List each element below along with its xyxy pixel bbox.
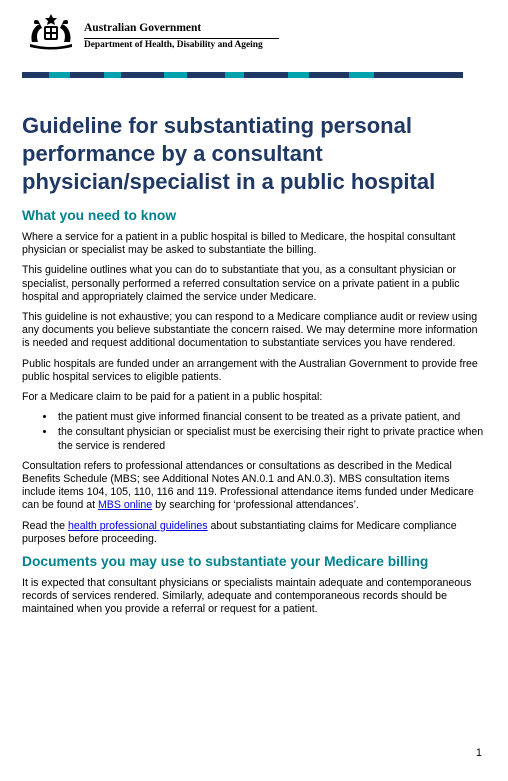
stripe-segment [49, 72, 70, 78]
stripe-segment [70, 72, 104, 78]
stripe-segment [121, 72, 163, 78]
header-stripe [22, 72, 463, 78]
health-professional-guidelines-link[interactable]: health professional guidelines [67, 519, 208, 532]
stripe-segment [104, 72, 121, 78]
stripe-segment [309, 72, 349, 78]
list-item: • the patient must give informed financial consent to be treated as a private patient, and [56, 411, 484, 424]
stripe-segment [374, 72, 463, 78]
section-heading-what-you-need-to-know: What you need to know [22, 208, 177, 223]
consultation-text-end: by searching for ‘professional attendances’. [152, 499, 359, 512]
paragraph-intro: Where a service for a patient in a public hospital is billed to Medicare, the hospital consultant physician or specialist may be asked to substantiate the billing. [22, 231, 456, 257]
mbs-online-link[interactable]: MBS online [97, 499, 153, 512]
stripe-segment [22, 72, 49, 78]
stripe-segment [225, 72, 244, 78]
header-rule [84, 38, 279, 39]
paragraph-consultation-definition [22, 460, 484, 513]
conditions-list [22, 411, 484, 453]
list-item: • the consultant physician or specialist must be exercising their right to private practice when the service is rendered [56, 426, 484, 452]
page-number: 1 [476, 747, 482, 759]
government-name: Australian Government [84, 22, 202, 34]
page-title: Guideline for substantiating personal performance by a consultant physician/specialist in a public hospital [22, 113, 436, 194]
paragraph-public-hospital-funding: Public hospitals are funded under an arrangement with the Australian Government to provide free public hospital services to eligible patients. [22, 357, 478, 383]
paragraph-read-guidelines [22, 520, 484, 546]
document-body [22, 207, 484, 624]
department-name: Department of Health, Disability and Ageing [84, 40, 263, 50]
paragraph-claim-conditions: For a Medicare claim to be paid for a patient in a public hospital: [22, 391, 323, 404]
stripe-segment [187, 72, 225, 78]
stripe-segment [164, 72, 187, 78]
paragraph-guideline-outline: This guideline outlines what you can do to substantiate that you, as a consultant physician or specialist, personally performed a referred consultation service on a private patient in a public hospital and appropriately claimed the service under Medicare. [22, 264, 460, 303]
coat-of-arms-logo [24, 12, 78, 52]
section-heading-documents: Documents you may use to substantiate your Medicare billing [22, 554, 429, 570]
stripe-segment [288, 72, 309, 78]
stripe-segment [244, 72, 288, 78]
stripe-segment [349, 72, 374, 78]
consultation-text: Consultation refers to professional attendances or consultations as described in the Medical Benefits Schedule (MBS; see Additional Notes AN.0.1 and AN.0.3). MBS consultation items include items 104, 105, 110, 116 and 119. Professional attendance items funded under Medicare can be found at [22, 459, 474, 512]
paragraph-records-expectation: It is expected that consultant physicians or specialists maintain adequate and contemporaneous records of services rendered. Similarly, adequate and contemporaneous records should be maintained when you provide a referral or request for a patient. [22, 577, 472, 616]
read-text: Read the [22, 519, 68, 532]
paragraph-not-exhaustive: This guideline is not exhaustive; you can respond to a Medicare compliance audit or review using any documents you believe substantiate the concern raised. We may determine more information is needed and request additional documentation to substantiate services you have rendered. [22, 311, 478, 350]
read-text-end: about substantiating claims for Medicare compliance purposes before proceeding. [22, 519, 457, 545]
